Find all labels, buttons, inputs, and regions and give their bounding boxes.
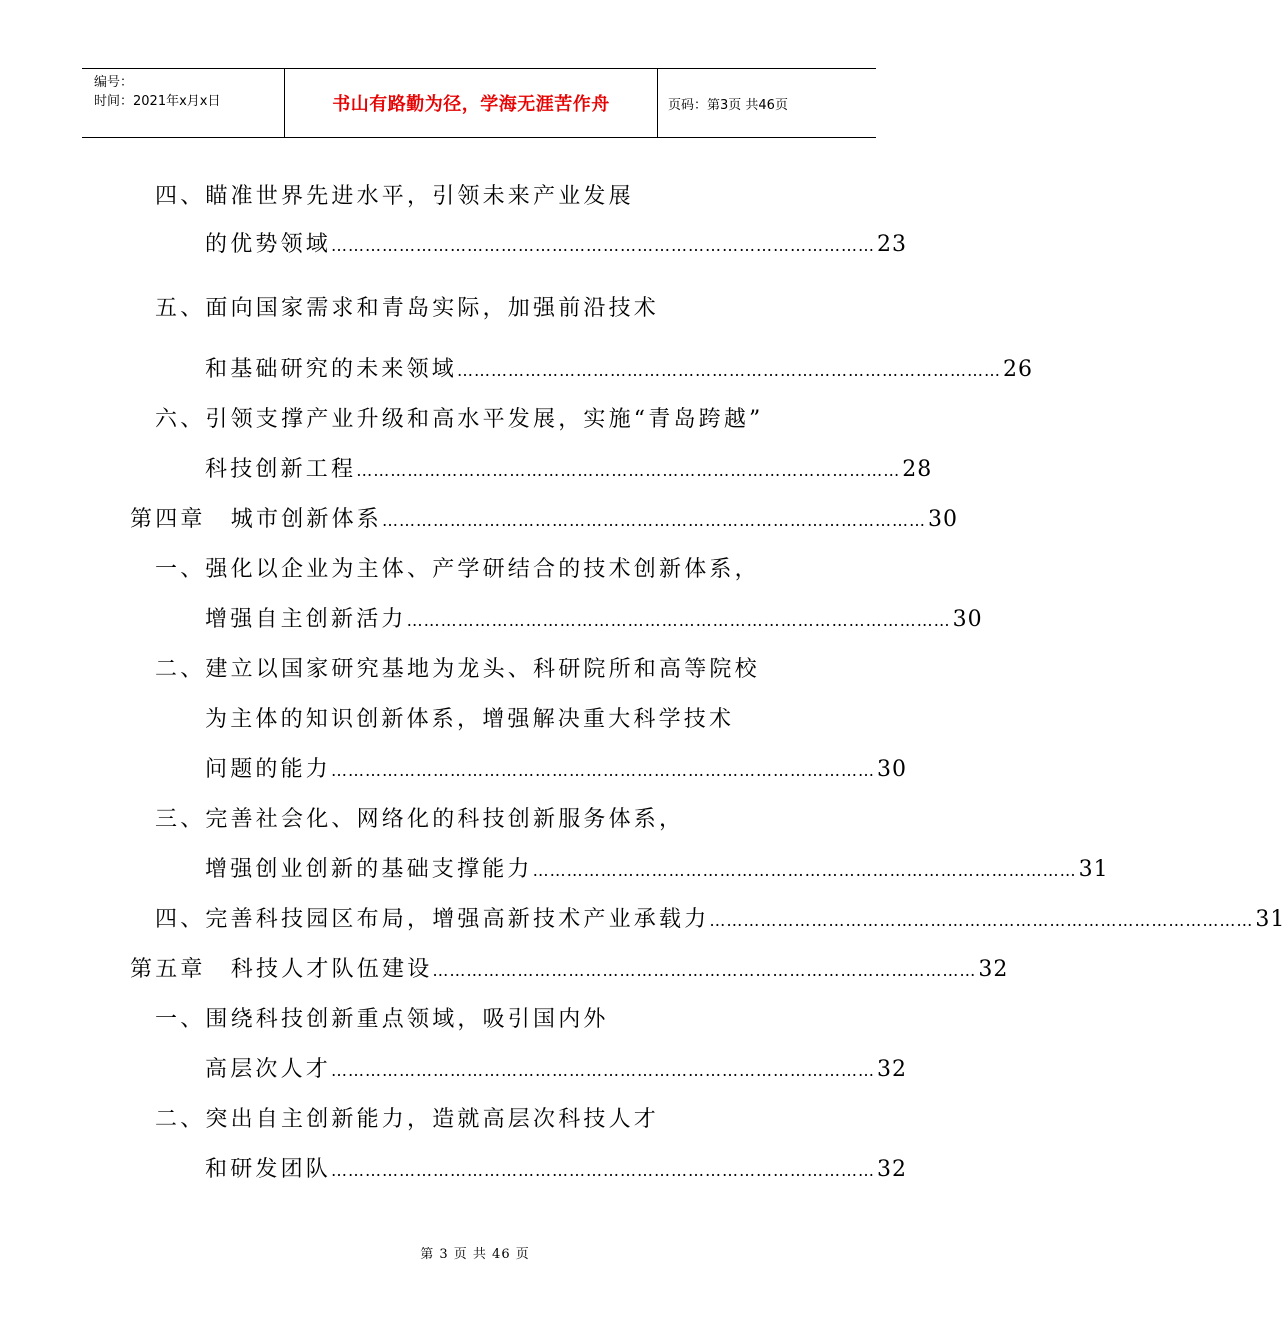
toc-entry: 四、完善科技园区布局，增强高新技术产业承载力 …………………………………………………………………………………… 31 <box>155 905 767 935</box>
toc-entry: 高层次人才 …………………………………………………………………………………… 32 <box>205 1055 767 1085</box>
header-page-info: 页码：第3页 共46页 <box>668 97 788 113</box>
toc-leader: …………………………………………………………………………………… <box>406 611 951 630</box>
toc-leader: …………………………………………………………………………………… <box>331 1061 876 1080</box>
toc-entry: 和基础研究的未来领域 …………………………………………………………………………………… 26 <box>205 355 767 385</box>
page-header <box>82 68 876 138</box>
toc-leader: …………………………………………………………………………………… <box>532 861 1077 880</box>
toc-entry: 三、完善社会化、网络化的科技创新服务体系， <box>155 807 685 832</box>
toc-entry: 为主体的知识创新体系，增强解决重大科学技术 <box>205 707 735 732</box>
toc-entry: 增强创业创新的基础支撑能力 …………………………………………………………………………………… 31 <box>205 855 767 885</box>
toc-leader: …………………………………………………………………………………… <box>382 511 927 530</box>
header-number: 编号： <box>94 75 134 90</box>
toc-leader: …………………………………………………………………………………… <box>432 961 977 980</box>
toc-leader: …………………………………………………………………………………… <box>331 761 876 780</box>
toc-entry: 增强自主创新活力 …………………………………………………………………………………… 30 <box>205 605 767 635</box>
toc-entry: 二、突出自主创新能力，造就高层次科技人才 <box>155 1107 660 1132</box>
toc-leader: …………………………………………………………………………………… <box>331 236 876 255</box>
header-motto: 书山有路勤为径，学海无涯苦作舟 <box>285 69 658 137</box>
toc-entry: 科技创新工程 …………………………………………………………………………………… 28 <box>205 455 767 485</box>
toc-entry: 六、引领支撑产业升级和高水平发展，实施“青岛跨越” <box>155 407 764 432</box>
toc-leader: …………………………………………………………………………………… <box>356 461 901 480</box>
toc-entry: 一、强化以企业为主体、产学研结合的技术创新体系， <box>155 557 760 582</box>
header-meta <box>82 69 285 137</box>
toc-entry: 问题的能力 …………………………………………………………………………………… 30 <box>205 755 767 785</box>
page-footer: 第 3 页 共 46 页 <box>420 1247 530 1262</box>
toc-entry: 五、面向国家需求和青岛实际，加强前沿技术 <box>155 296 660 321</box>
toc-entry: 四、瞄准世界先进水平，引领未来产业发展 <box>155 184 634 209</box>
toc-entry: 和研发团队 …………………………………………………………………………………… 32 <box>205 1155 767 1185</box>
toc-leader: …………………………………………………………………………………… <box>709 911 1254 930</box>
toc-entry: 二、建立以国家研究基地为龙头、科研院所和高等院校 <box>155 657 760 682</box>
toc-leader: …………………………………………………………………………………… <box>331 1161 876 1180</box>
header-time: 时间：2021年x月x日 <box>94 94 221 109</box>
toc-chapter: 第五章 科技人才队伍建设 …………………………………………………………………………………… 32 <box>130 955 767 985</box>
toc-chapter: 第四章 城市创新体系 …………………………………………………………………………………… 30 <box>130 505 767 535</box>
toc-leader: …………………………………………………………………………………… <box>457 361 1002 380</box>
toc-entry: 一、围绕科技创新重点领域，吸引国内外 <box>155 1007 609 1032</box>
toc-entry: 的优势领域 …………………………………………………………………………………… 23 <box>205 230 767 260</box>
